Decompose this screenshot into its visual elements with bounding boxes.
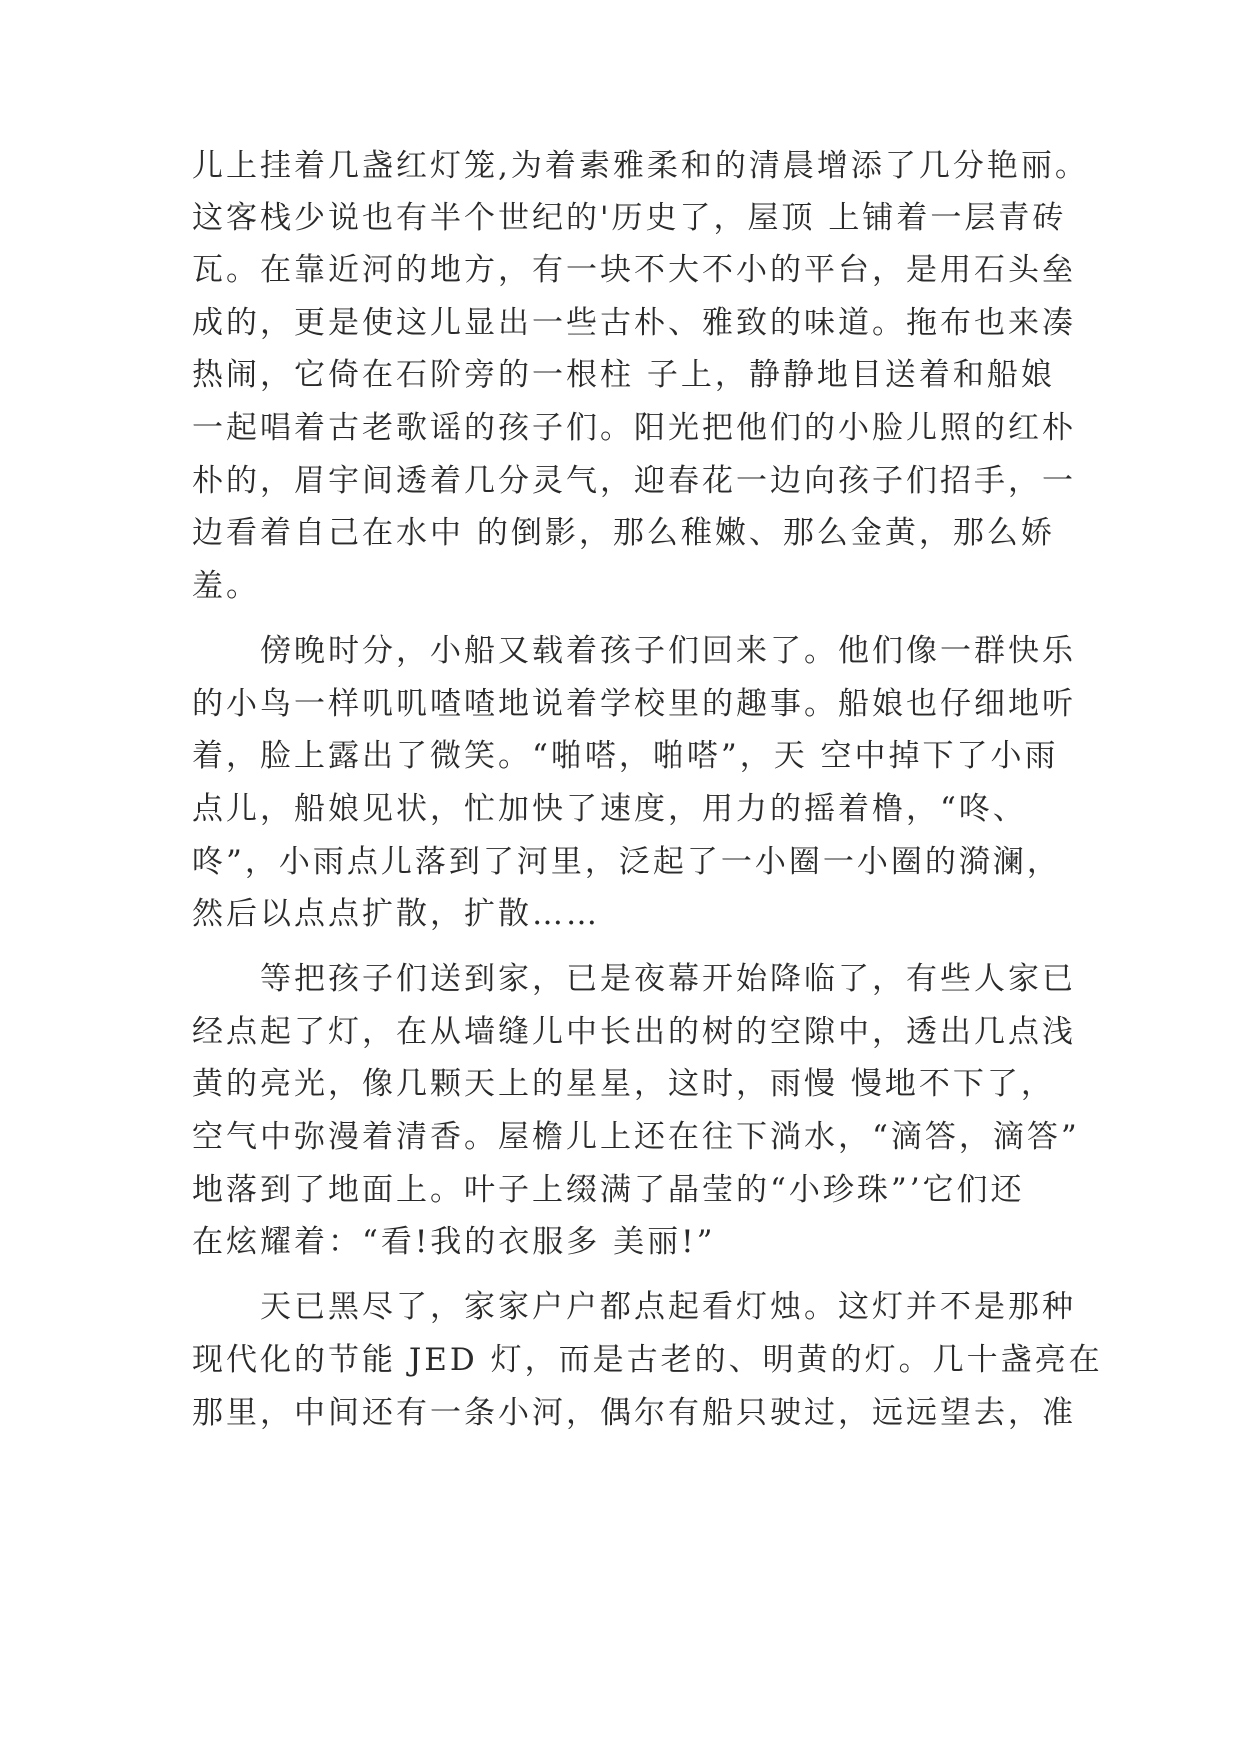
text-line: 地落到了地面上。叶子上缀满了晶莹的“小珍珠”’它们还 xyxy=(192,1172,1025,1208)
text-line: 点儿，船娘见状，忙加快了速度，用力的摇着橹，“咚、 xyxy=(192,791,1027,827)
text-line: 边看着自己在水中 的倒影，那么稚嫩、那么金黄，那么娇 xyxy=(192,515,1055,551)
text-line: 瓦。在靠近河的地方，有一块不大不小的平台，是用石头垒 xyxy=(192,252,1076,288)
text-line: 黄的亮光，像几颗天上的星星，这时，雨慢 慢地不下了， xyxy=(192,1066,1055,1102)
text-line: 经点起了灯，在从墙缝儿中长出的树的空隙中，透出几点浅 xyxy=(192,1014,1076,1050)
paragraph-start-line: 等把孩子们送到家，已是夜幕开始降临了，有些人家已 xyxy=(192,961,1076,997)
text-line: 现代化的节能 JED 灯，而是古老的、明黄的灯。几十盏亮在 xyxy=(192,1342,1103,1378)
text-line: 的小鸟一样叽叽喳喳地说着学校里的趣事。船娘也仔细地听 xyxy=(192,686,1076,722)
text-line: 羞。 xyxy=(192,568,260,604)
text-line: 在炫耀着：“看!我的衣服多 美丽!” xyxy=(192,1224,716,1260)
text-line: 成的，更是使这儿显出一些古朴、雅致的味道。拖布也来凑 xyxy=(192,305,1076,341)
paragraph-start-line: 傍晚时分，小船又载着孩子们回来了。他们像一群快乐 xyxy=(192,633,1076,669)
text-line: 朴的，眉宇间透着几分灵气，迎春花一边向孩子们招手，一 xyxy=(192,463,1076,499)
text-line: 空气中弥漫着清香。屋檐儿上还在往下淌水，“滴答，滴答” xyxy=(192,1119,1080,1155)
text-line: 那里，中间还有一条小河，偶尔有船只驶过，远远望去，准 xyxy=(192,1395,1076,1431)
text-line: 然后以点点扩散，扩散…… xyxy=(192,896,600,932)
text-line: 着，脸上露出了微笑。“啪嗒，啪嗒”，天 空中掉下了小雨 xyxy=(192,738,1059,774)
text-line: 咚”，小雨点儿落到了河里，泛起了一小圈一小圈的漪澜， xyxy=(192,844,1061,880)
text-line: 这客栈少说也有半个世纪的'历史了，屋顶 上铺着一层青砖 xyxy=(192,200,1067,236)
text-line: 一起唱着古老歌谣的孩子们。阳光把他们的小脸儿照的红朴 xyxy=(192,410,1076,446)
text-line: 儿上挂着几盏红灯笼,为着素雅柔和的清晨增添了几分艳丽。 xyxy=(192,148,1089,184)
text-line: 热闹，它倚在石阶旁的一根柱 子上，静静地目送着和船娘 xyxy=(192,357,1055,393)
paragraph-start-line: 天已黑尽了，家家户户都点起看灯烛。这灯并不是那种 xyxy=(192,1289,1076,1325)
